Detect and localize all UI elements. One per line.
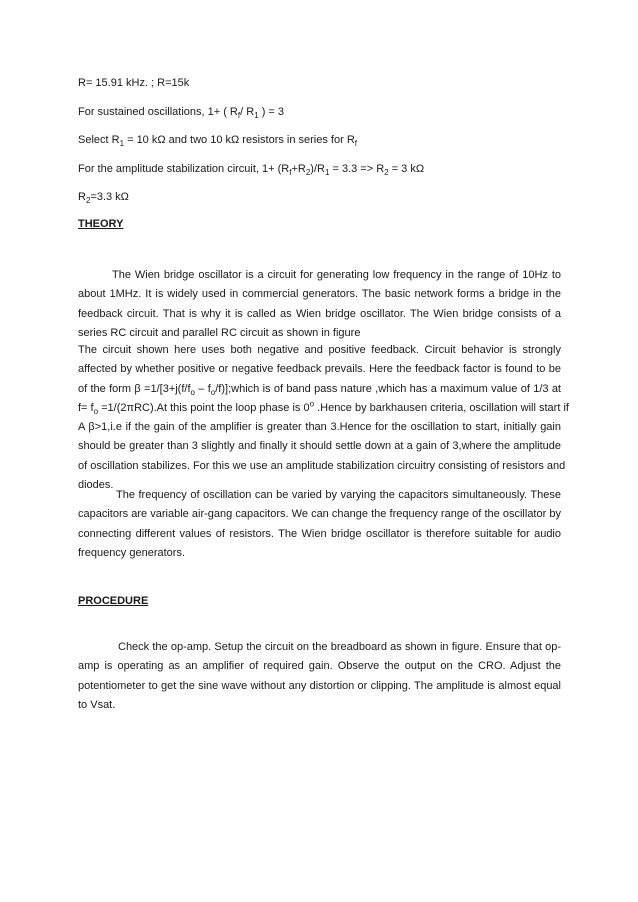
procedure-paragraph	[78, 638, 561, 715]
calc-line-frequency: R= 15.91 kHz. ; R=15k	[78, 77, 190, 89]
calc-line-r2-value: $R_2=3.3$ kΩ	[78, 191, 129, 206]
text-line: should be greater than 3 slightly and finally it should settle down at a gain of 3,where the amplitude	[78, 440, 561, 453]
text-line: affected by whether positive or negative feedback prevails. Here the feedback factor is found to be	[78, 363, 561, 376]
text-line: to Vsat.	[78, 698, 116, 711]
text-line: frequency generators.	[78, 546, 186, 559]
text-line: capacitors are variable air-gang capacitors. We can change the frequency range of the oscillator by	[78, 508, 561, 521]
text-line: of oscillation stabilizes. For this we use an amplitude stabilization circuitry consisting of resistors and	[78, 459, 566, 472]
text-line: of the form $\beta =1/[3+j(f/f_o$ – $f_o/f)];which$ is of band pass nature ,which has a maximum value of 1/3 at	[78, 382, 561, 397]
calc-line-select-resistors: Select $R_1 = 10$ kΩ and two 10 kΩ resistors in series for $R_f$	[78, 134, 357, 149]
text-line: feedback circuit. That is why it is called as Wien bridge oscillator. The Wien bridge consists of a	[78, 307, 561, 320]
theory-paragraph-2	[78, 341, 569, 495]
text-line: about 1MHz. It is widely used in commercial generators. The basic network forms a bridge in the	[78, 288, 561, 301]
calc-line-sustained-oscillations: For sustained oscillations, 1+ ( $R_f/$ $R_1$ ) = 3	[78, 106, 285, 121]
text-line: Check the op-amp. Setup the circuit on the breadboard as shown in figure. Ensure that op-	[118, 641, 561, 653]
text-line: The frequency of oscillation can be varied by varying the capacitors simultaneously. These	[116, 489, 561, 501]
text-line: amp is operating as an amplifier of required gain. Observe the output on the CRO. Adjust the	[78, 660, 561, 673]
text-line: series RC circuit and parallel RC circuit as shown in figure	[78, 326, 361, 339]
text-line: $f= f_o =1/(2\pi RC).At$ this point the loop phase is 0$^o$ .Hence by barkhausen criteria, oscillation will start if	[78, 399, 569, 417]
theory-paragraph-3	[78, 486, 561, 563]
procedure-heading: PROCEDURE	[78, 595, 149, 607]
theory-paragraph-1	[78, 266, 561, 343]
theory-heading: THEORY	[78, 218, 124, 230]
text-line: diodes.	[78, 479, 114, 492]
text-line: potentiometer to get the sine wave without any distortion or clipping. The amplitude is almost equal	[78, 679, 561, 692]
text-line: A β>1,i.e if the gain of the amplifier is greater than 3.Hence for the oscillation to start, initially gain	[78, 421, 561, 434]
text-line: connecting different values of resistors. The Wien bridge oscillator is therefore suitable for audio	[78, 527, 561, 540]
text-line: The Wien bridge oscillator is a circuit for generating low frequency in the range of 10Hz to	[112, 269, 561, 281]
calc-line-amplitude-stabilization: For the amplitude stabilization circuit, $1+ (R_f+R_2)/R_1 = 3.3 => R_2 = 3$ kΩ	[78, 163, 425, 178]
text-line: The circuit shown here uses both negative and positive feedback. Circuit behavior is strongly	[78, 344, 561, 356]
